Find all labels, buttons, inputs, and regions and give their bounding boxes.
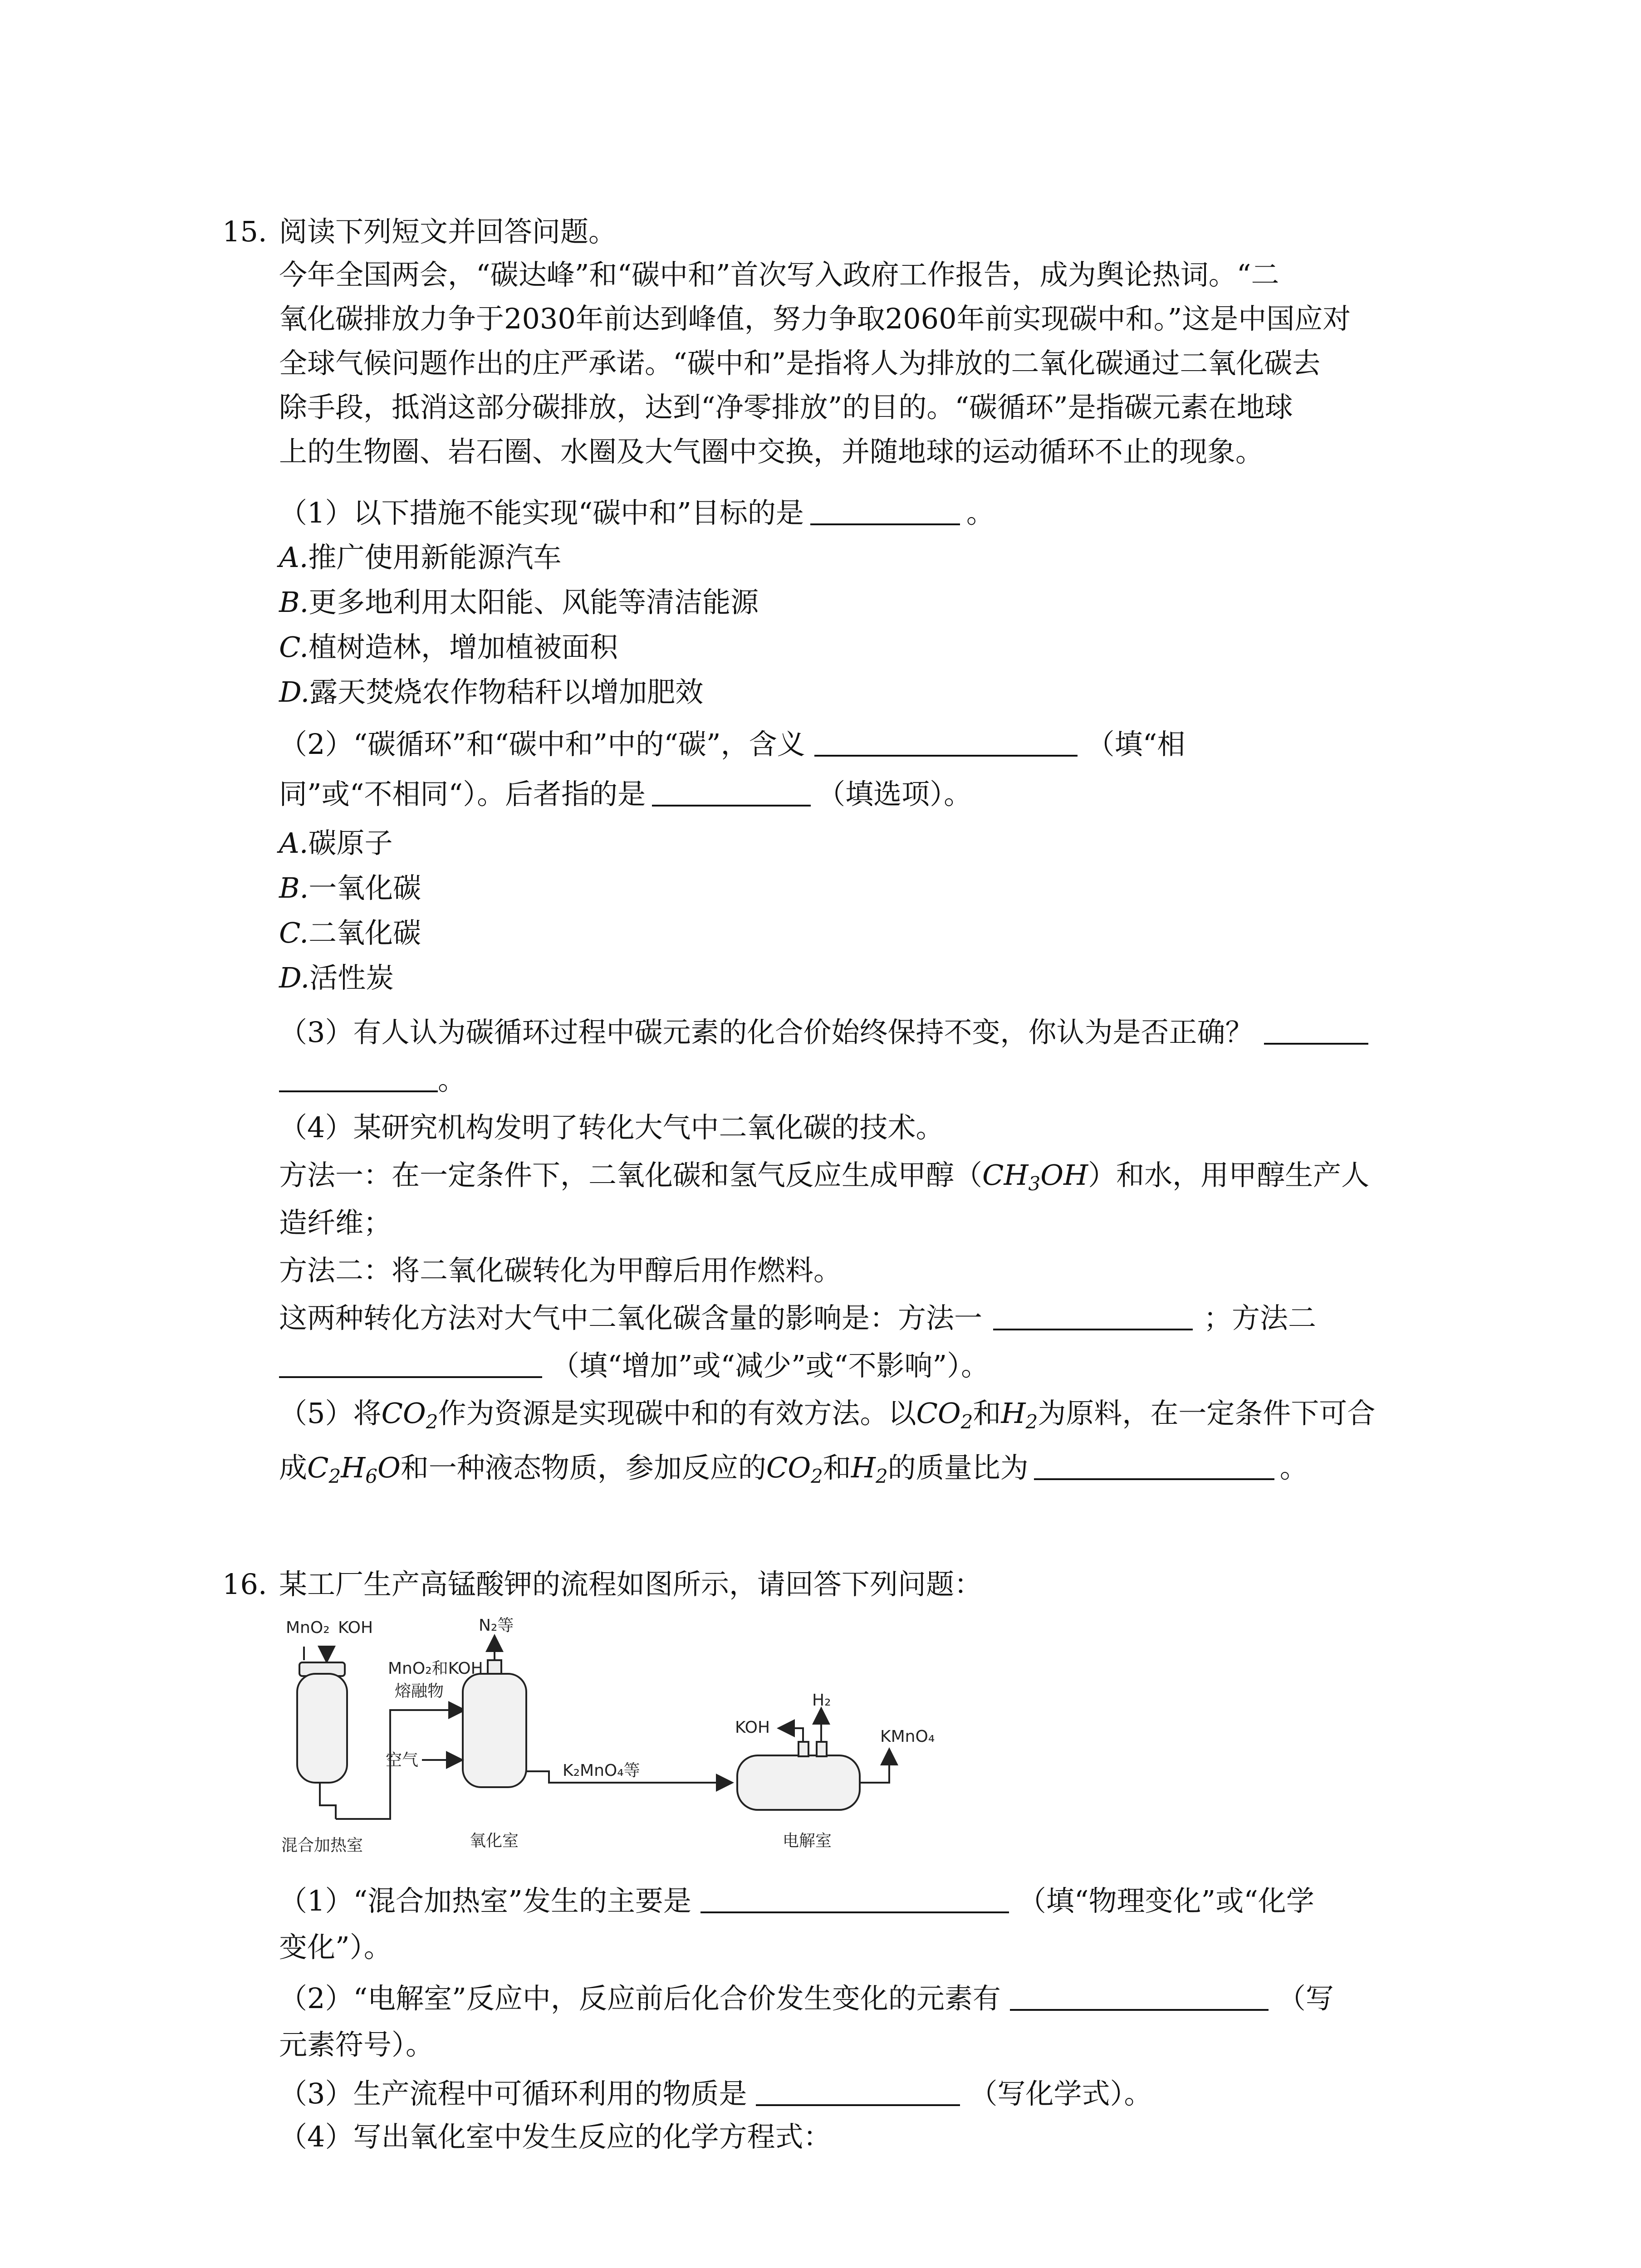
option-letter: B. bbox=[279, 586, 309, 619]
n2-label: N₂等 bbox=[479, 1616, 514, 1635]
option-letter: A. bbox=[279, 541, 309, 574]
answer-blank[interactable] bbox=[814, 731, 1078, 757]
q16-part4: （4）写出氧化室中发生反应的化学方程式： bbox=[279, 2120, 832, 2153]
option-b bbox=[279, 871, 421, 904]
formula: CO bbox=[916, 1397, 961, 1430]
formula: H bbox=[1001, 1397, 1026, 1430]
part5-text: 和 bbox=[823, 1451, 851, 1484]
koh-out-label: KOH bbox=[735, 1718, 770, 1737]
air-label: 空气 bbox=[386, 1751, 419, 1769]
answer-blank[interactable] bbox=[279, 1067, 438, 1092]
k2mno4-label: K₂MnO₄等 bbox=[563, 1761, 640, 1780]
question-text: ；方法二 bbox=[1204, 1301, 1317, 1334]
melt-label: MnO₂和KOH bbox=[388, 1659, 483, 1678]
option-c bbox=[279, 916, 421, 949]
option-b bbox=[279, 586, 759, 619]
passage-line-4: 除手段，抵消这部分碳排放，达到“净零排放”的目的。“碳循环”是指碳元素在地球 bbox=[279, 391, 1293, 424]
method-two: 方法二：将二氧化碳转化为甲醇后用作燃料。 bbox=[279, 1254, 842, 1287]
q15-part2 bbox=[279, 728, 1185, 761]
kmno4-label: KMnO₄ bbox=[880, 1727, 935, 1746]
q16-part1 bbox=[279, 1884, 1314, 1917]
input-mno2-label: MnO₂ bbox=[286, 1618, 330, 1637]
formula-subscript: 2 bbox=[875, 1465, 888, 1487]
passage-line-1: 今年全国两会，“碳达峰”和“碳中和”首次写入政府工作报告，成为舆论热词。“二 bbox=[279, 258, 1279, 291]
q15-part2-stem: （2）“碳循环”和“碳中和”中的“碳”，含义 bbox=[279, 728, 805, 761]
q15-part3 bbox=[279, 1016, 1368, 1049]
q15-part3-end: 。 bbox=[438, 1063, 466, 1096]
method-one-text: 方法一：在一定条件下，二氧化碳和氢气反应生成甲醇（ bbox=[279, 1158, 983, 1192]
option-text: 植树造林，增加植被面积 bbox=[308, 631, 618, 664]
formula: OH bbox=[1040, 1158, 1088, 1192]
option-letter: C. bbox=[279, 631, 309, 664]
q16-part3-text: （3）生产流程中可循环利用的物质是 bbox=[279, 2077, 747, 2110]
question-text: 这两种转化方法对大气中二氧化碳含量的影响是：方法一 bbox=[279, 1301, 983, 1334]
q15-part2-line2 bbox=[279, 777, 972, 811]
q15-part4: （4）某研究机构发明了转化大气中二氧化碳的技术。 bbox=[279, 1111, 944, 1144]
formula: C bbox=[307, 1451, 329, 1484]
q16-part1-line2: 变化”）。 bbox=[279, 1931, 392, 1964]
option-letter: D. bbox=[279, 675, 310, 709]
formula: H bbox=[851, 1451, 876, 1484]
melt-label-2: 熔融物 bbox=[395, 1682, 444, 1701]
option-a bbox=[279, 826, 393, 860]
method-one-line1 bbox=[279, 1158, 1370, 1195]
formula-subscript: 2 bbox=[960, 1411, 973, 1433]
answer-blank[interactable] bbox=[700, 1888, 1009, 1913]
formula-subscript: 2 bbox=[426, 1411, 438, 1433]
option-letter: B. bbox=[279, 871, 309, 904]
answer-blank[interactable] bbox=[279, 1353, 542, 1378]
answer-blank[interactable] bbox=[756, 2081, 960, 2106]
passage-line-3: 全球气候问题作出的庄严承诺。“碳中和”是指将人为排放的二氧化碳通过二氧化碳去 bbox=[279, 347, 1321, 380]
part5-text: 和一种液态物质，参加反应的 bbox=[400, 1451, 766, 1484]
q15-part5 bbox=[279, 1399, 1375, 1432]
q15-part3-line2 bbox=[279, 1063, 466, 1096]
formula: O bbox=[377, 1451, 401, 1484]
q16-part2-line2: 元素符号）。 bbox=[279, 2028, 434, 2061]
part5-text: （5）将 bbox=[279, 1397, 382, 1430]
q15-part4-question bbox=[279, 1301, 1317, 1334]
q15-part1 bbox=[279, 496, 994, 529]
formula: CO bbox=[766, 1451, 811, 1484]
formula: CO bbox=[381, 1397, 426, 1430]
input-koh-label: KOH bbox=[338, 1618, 373, 1637]
q15-part5-line2 bbox=[279, 1451, 1308, 1487]
q16-part2-text: （2）“电解室”反应中，反应前后化合价发生变化的元素有 bbox=[279, 1982, 1001, 2015]
formula-subscript: 2 bbox=[1025, 1411, 1038, 1433]
answer-blank[interactable] bbox=[652, 781, 811, 807]
q15-part3-stem: （3）有人认为碳循环过程中碳元素的化合价始终保持不变，你认为是否正确？ bbox=[279, 1016, 1254, 1049]
option-text: 碳原子 bbox=[308, 826, 393, 860]
q15-part1-stem: （1）以下措施不能实现“碳中和”目标的是 bbox=[279, 496, 804, 529]
q15-part2-paren: （填“相 bbox=[1086, 728, 1185, 761]
q15-number: 15. bbox=[222, 215, 267, 248]
q15-part4-question-line2 bbox=[279, 1349, 989, 1382]
method-one-text: ）和水，用甲醇生产人 bbox=[1088, 1158, 1370, 1192]
option-text: 推广使用新能源汽车 bbox=[308, 541, 562, 574]
q15-part1-end: 。 bbox=[966, 496, 994, 529]
part5-text: 为原料，在一定条件下可合 bbox=[1038, 1397, 1376, 1430]
q15-title: 阅读下列短文并回答问题。 bbox=[279, 215, 617, 248]
formula: CH bbox=[982, 1158, 1029, 1192]
q16-part2-text: （写 bbox=[1277, 1982, 1334, 2015]
part5-text: 成 bbox=[279, 1451, 308, 1484]
part5-text: 和 bbox=[973, 1397, 1001, 1430]
h2-label: H₂ bbox=[812, 1691, 831, 1710]
option-a bbox=[279, 543, 562, 572]
q16-title: 某工厂生产高锰酸钾的流程如图所示，请回答下列问题： bbox=[279, 1568, 983, 1601]
q16-number: 16. bbox=[222, 1568, 267, 1601]
option-letter: C. bbox=[279, 916, 309, 949]
mixing-room-label: 混合加热室 bbox=[281, 1836, 363, 1855]
electrolysis-room-label: 电解室 bbox=[783, 1832, 832, 1850]
q15-part2-text: 同”或“不相同“）。后者指的是 bbox=[279, 777, 646, 811]
q16-part3 bbox=[279, 2077, 1152, 2110]
answer-blank[interactable] bbox=[1034, 1455, 1274, 1480]
option-text: 二氧化碳 bbox=[308, 916, 421, 949]
passage-line-2: 氧化碳排放力争于2030年前达到峰值，努力争取2060年前实现碳中和。”这是中国应对 bbox=[279, 302, 1351, 335]
option-text: 更多地利用太阳能、风能等清洁能源 bbox=[309, 586, 759, 619]
formula-subscript: 6 bbox=[365, 1465, 378, 1487]
option-letter: A. bbox=[279, 826, 309, 860]
answer-blank[interactable] bbox=[1010, 1985, 1269, 2011]
option-text: 露天焚烧农作物秸秆以增加肥效 bbox=[309, 675, 704, 709]
oxidation-room-label: 氧化室 bbox=[470, 1832, 519, 1850]
process-flow-diagram bbox=[272, 1606, 966, 1860]
part5-text: 的质量比为 bbox=[887, 1451, 1029, 1484]
answer-blank[interactable] bbox=[810, 500, 960, 525]
q16-part2 bbox=[279, 1984, 1334, 2013]
part5-text: 。 bbox=[1279, 1451, 1308, 1484]
option-letter: D. bbox=[279, 961, 310, 994]
question-text: （填“增加”或“减少”或“不影响”）。 bbox=[551, 1349, 989, 1382]
q16-part3-text: （写化学式）。 bbox=[969, 2077, 1152, 2110]
q16-part1-text: （1）“混合加热室”发生的主要是 bbox=[279, 1884, 691, 1917]
q16-part1-text: （填“物理变化”或“化学 bbox=[1018, 1884, 1314, 1917]
option-c bbox=[279, 631, 618, 664]
passage-line-5: 上的生物圈、岩石圈、水圈及大气圈中交换，并随地球的运动循环不止的现象。 bbox=[279, 435, 1264, 468]
formula-subscript: 2 bbox=[328, 1465, 341, 1487]
method-one-line2: 造纤维； bbox=[279, 1206, 392, 1239]
answer-blank[interactable] bbox=[1264, 1019, 1368, 1045]
option-d bbox=[279, 675, 704, 709]
q15-part2-text: （填选项）。 bbox=[817, 777, 972, 811]
part5-text: 作为资源是实现碳中和的有效方法。以 bbox=[438, 1397, 916, 1430]
answer-blank[interactable] bbox=[993, 1305, 1193, 1330]
option-d bbox=[279, 961, 394, 994]
formula: H bbox=[341, 1451, 366, 1484]
option-text: 活性炭 bbox=[309, 961, 394, 994]
option-text: 一氧化碳 bbox=[309, 871, 421, 904]
formula-subscript: 3 bbox=[1028, 1173, 1041, 1195]
formula-subscript: 2 bbox=[811, 1465, 823, 1487]
